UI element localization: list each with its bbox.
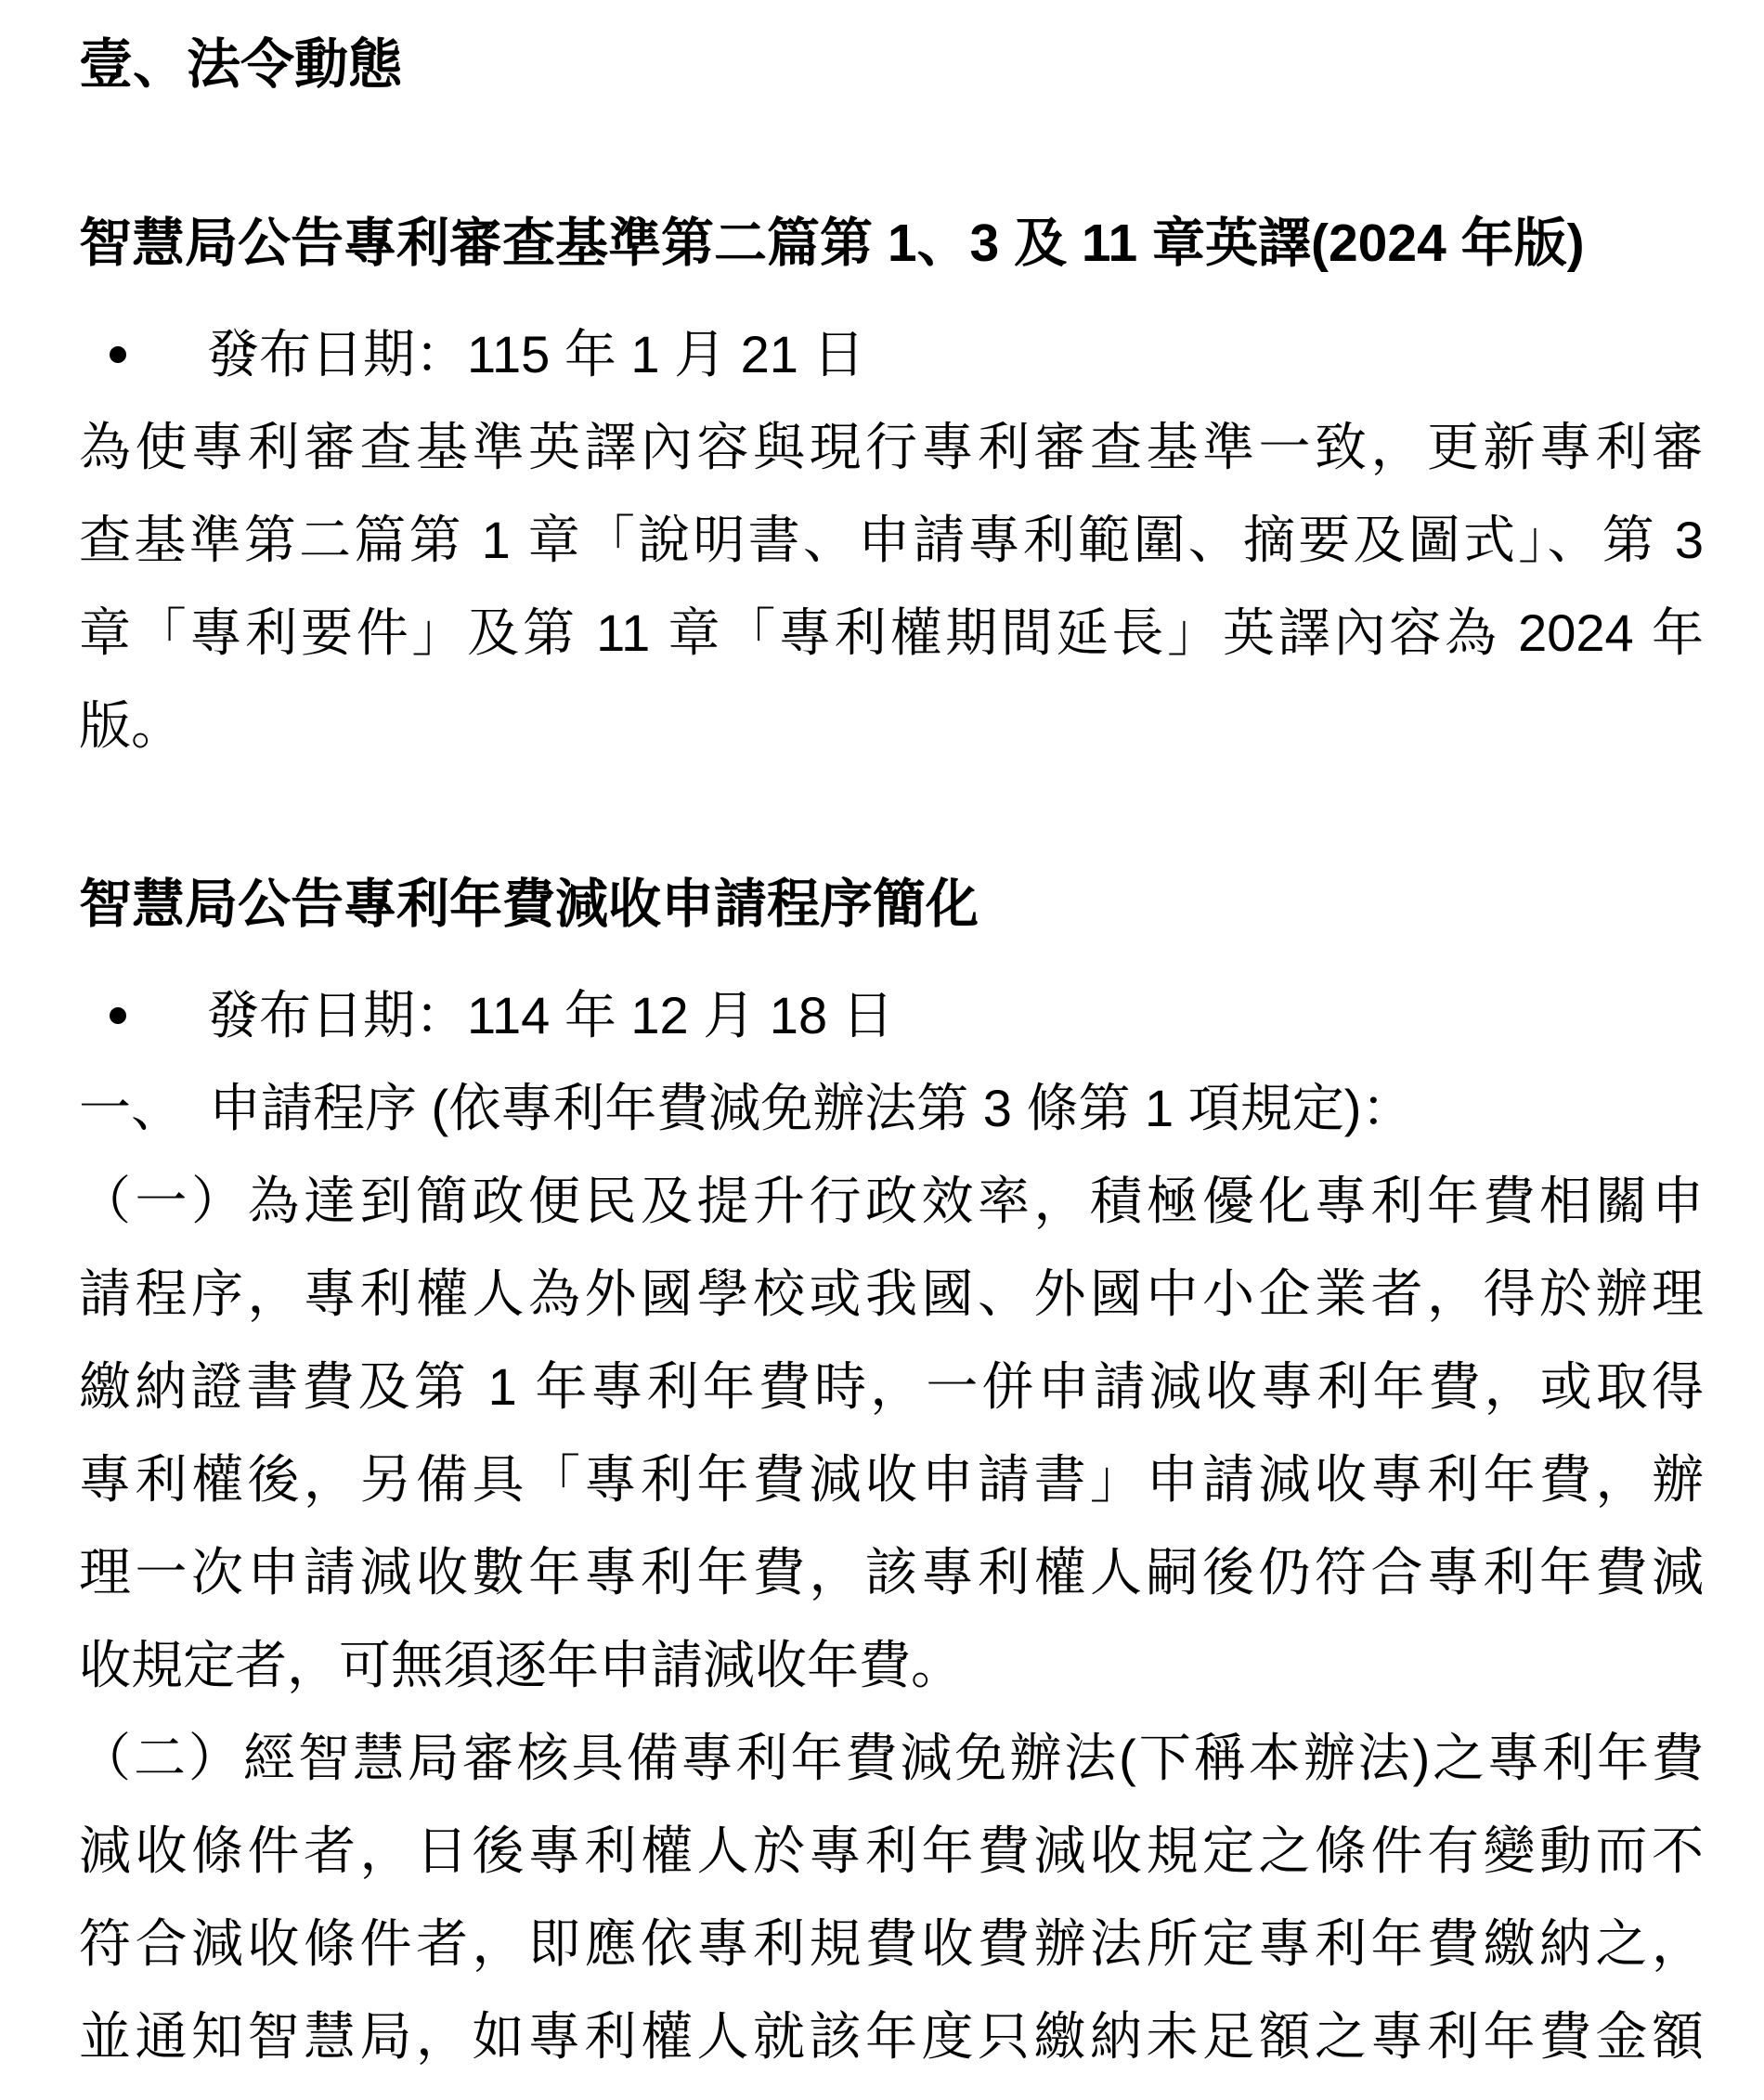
publish-date-item [79,308,1704,401]
publish-date-text: 發布日期：114 年 12 月 18 日 [207,986,894,1044]
paragraph-line: 理一次申請減收數年專利年費，該專利權人嗣後仍符合專利年費減 [79,1543,1704,1601]
bullet-icon [110,1007,126,1024]
paragraph-line: 查基準第二篇第 1 章「說明書、申請專利範圍、摘要及圖式」、第 3 [79,511,1704,569]
paragraph-line: 為使專利審查基準英譯內容與現行專利審查基準一致，更新專利審 [79,418,1704,476]
paragraph-line: 章「專利要件」及第 11 章「專利權期間延長」英譯內容為 2024 年 [79,603,1704,662]
section-annuity-reduction-simplification [79,858,1704,2083]
paragraph-line: （二）經智慧局審核具備專利年費減免辦法(下稱本辦法)之專利年費 [79,1729,1704,1787]
publish-date-text: 發布日期：115 年 1 月 21 日 [207,325,865,383]
paragraph [79,1712,1704,2083]
paragraph [79,401,1704,772]
section-exam-guidelines-translation [79,197,1704,772]
section-heading: 智慧局公告專利年費減收申請程序簡化 [79,875,979,934]
paragraph-line: 繳納證書費及第 1 年專利年費時，一併申請減收專利年費，或取得 [79,1357,1704,1416]
publish-date-item [79,969,1704,1062]
paragraph [79,1062,1704,1155]
paragraph-line: 版。 [79,696,183,755]
paragraph-line: 減收條件者，日後專利權人於專利年費減收規定之條件有變動而不 [79,1821,1704,1880]
paragraph-line: 並通知智慧局，如專利權人就該年度只繳納未足額之專利年費金額 [79,2007,1704,2066]
bullet-icon [110,346,126,363]
section-heading: 智慧局公告專利審查基準第二篇第 1、3 及 11 章英譯(2024 年版) [79,214,1585,273]
paragraph-line: 專利權後，另備具「專利年費減收申請書」申請減收專利年費，辦 [79,1450,1704,1509]
paragraph-line: （一）為達到簡政便民及提升行政效率，積極優化專利年費相關申 [79,1172,1704,1230]
paragraph-line: 一、 申請程序 (依專利年費減免辦法第 3 條第 1 項規定)： [79,1079,1414,1137]
paragraph [79,1155,1704,1712]
paragraph-line: 請程序，專利權人為外國學校或我國、外國中小企業者，得於辦理 [79,1264,1704,1323]
paragraph-line: 符合減收條件者，即應依專利規費收費辦法所定專利年費繳納之， [79,1914,1704,1973]
page-title: 壹、法令動態 [79,34,403,95]
paragraph-line: 收規定者，可無須逐年申請減收年費。 [79,1636,963,1694]
